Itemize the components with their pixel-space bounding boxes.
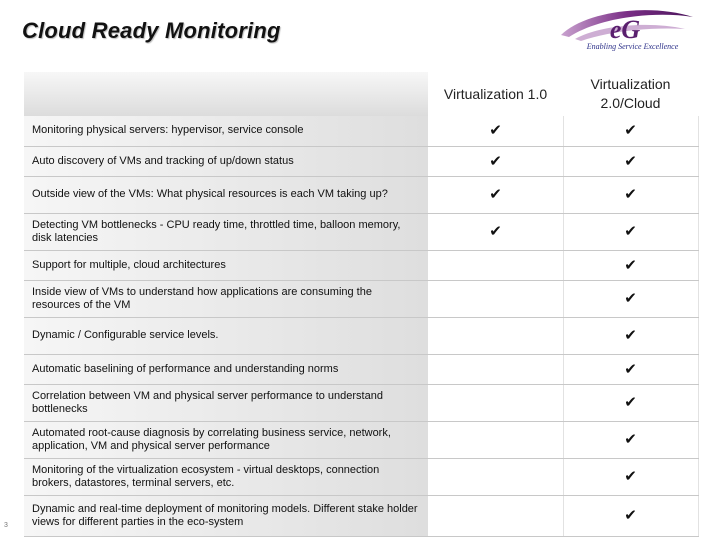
check-icon: ✔ [563, 317, 698, 354]
header-virtualization-1: Virtualization 1.0 [443, 85, 548, 102]
empty-cell [428, 354, 563, 384]
table-row [24, 384, 698, 421]
feature-label: Support for multiple, cloud architectures [24, 250, 428, 280]
check-icon: ✔ [563, 421, 698, 458]
table-row [24, 495, 698, 536]
comparison-table [24, 72, 699, 537]
table-row [24, 213, 698, 250]
check-icon: ✔ [563, 384, 698, 421]
feature-label: Monitoring of the virtualization ecosystem - virtual desktops, connection brokers, datastores, terminal servers, etc. [24, 458, 428, 495]
feature-label: Automatic baselining of performance and understanding norms [24, 354, 428, 384]
page-number: 3 [4, 522, 8, 529]
table-row [24, 250, 698, 280]
check-icon: ✔ [563, 280, 698, 317]
header-virtualization-2-cloud: Virtualization 2.0/Cloud [590, 76, 671, 111]
table-row [24, 421, 698, 458]
empty-cell [428, 495, 563, 536]
feature-rows [24, 116, 698, 536]
check-icon: ✔ [428, 176, 563, 213]
logo-tagline: Enabling Service Excellence [586, 42, 679, 51]
feature-label: Dynamic / Configurable service levels. [24, 317, 428, 354]
empty-cell [428, 384, 563, 421]
check-icon: ✔ [563, 354, 698, 384]
empty-cell [428, 458, 563, 495]
check-icon: ✔ [428, 146, 563, 176]
empty-cell [428, 280, 563, 317]
feature-label: Inside view of VMs to understand how applications are consuming the resources of the VM [24, 280, 428, 317]
header-row [24, 72, 698, 116]
check-icon: ✔ [563, 458, 698, 495]
slide-title: Cloud Ready Monitoring [22, 18, 281, 43]
check-icon: ✔ [563, 213, 698, 250]
empty-cell [428, 250, 563, 280]
feature-label: Detecting VM bottlenecks - CPU ready time, throttled time, balloon memory, disk latencies [24, 213, 428, 250]
table-row [24, 354, 698, 384]
check-icon: ✔ [563, 176, 698, 213]
header-feature [24, 72, 428, 116]
check-icon: ✔ [563, 146, 698, 176]
feature-label: Monitoring physical servers: hypervisor, service console [24, 116, 428, 146]
table-row [24, 317, 698, 354]
table-row [24, 146, 698, 176]
feature-label: Correlation between VM and physical server performance to understand bottlenecks [24, 384, 428, 421]
empty-cell [428, 421, 563, 458]
check-icon: ✔ [563, 116, 698, 146]
table-row [24, 116, 698, 146]
table-row [24, 280, 698, 317]
check-icon: ✔ [428, 116, 563, 146]
feature-label: Automated root-cause diagnosis by correlating business service, network, application, VM and physical server performance [24, 421, 428, 458]
check-icon: ✔ [563, 250, 698, 280]
empty-cell [428, 317, 563, 354]
check-icon: ✔ [563, 495, 698, 536]
feature-label: Outside view of the VMs: What physical resources is each VM taking up? [24, 176, 428, 213]
table-row [24, 458, 698, 495]
table-row [24, 176, 698, 213]
check-icon: ✔ [428, 213, 563, 250]
logo-mark: eG [609, 15, 641, 44]
feature-label: Auto discovery of VMs and tracking of up/down status [24, 146, 428, 176]
feature-label: Dynamic and real-time deployment of monitoring models. Different stake holder views for different parties in the eco-system [24, 495, 428, 536]
